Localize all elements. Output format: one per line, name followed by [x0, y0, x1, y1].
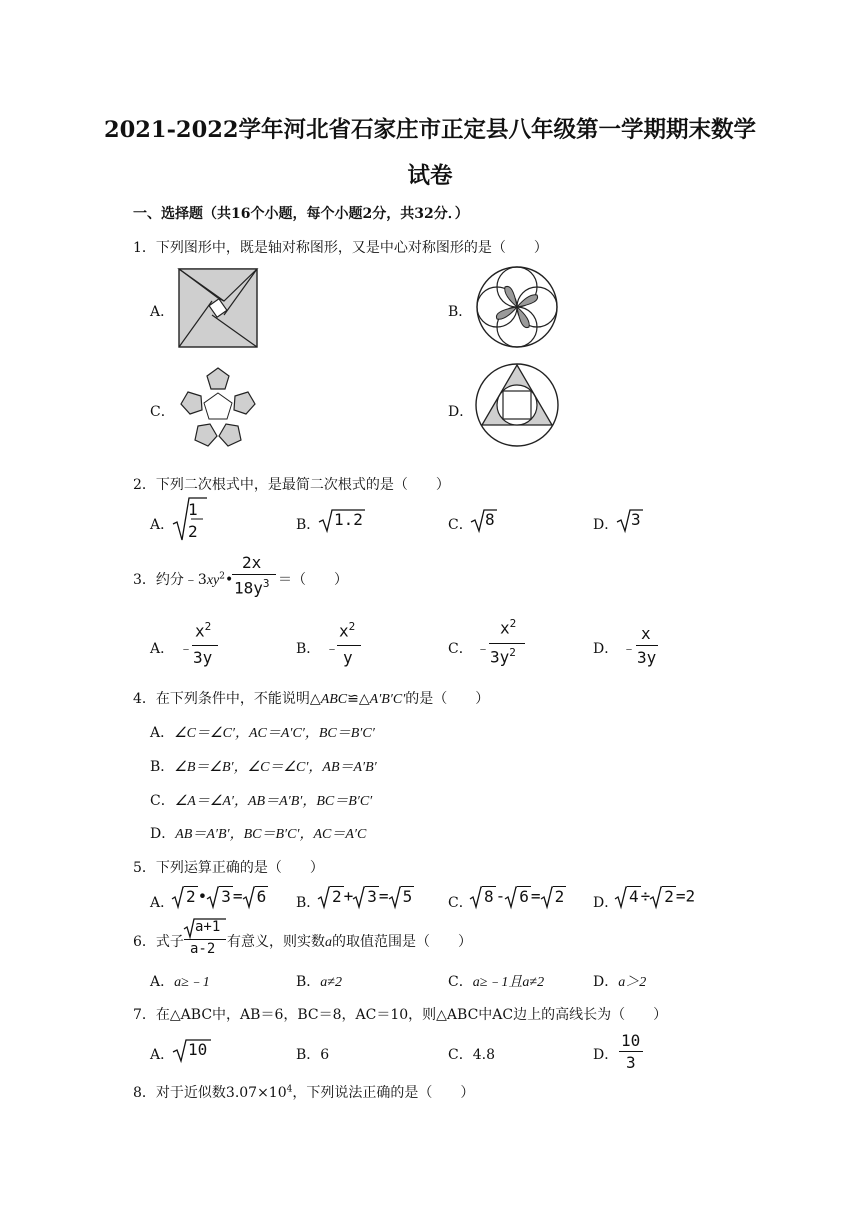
q3-option-c-numerator: $x^2$: [500, 617, 517, 638]
figure-c-pentagon-ring: [176, 366, 260, 450]
q3-option-d-minus: ﹣: [622, 641, 636, 657]
q1-option-c-label: C．: [150, 404, 175, 420]
q5-option-d-label: D．: [593, 895, 619, 911]
q5-option-b-expression: 2 + 3 = 5: [318, 886, 414, 908]
q5-option-b-label: B．: [296, 895, 321, 911]
q3-option-a-numerator: $x^2$: [195, 620, 212, 641]
q2-option-a-numerator: 1: [188, 500, 198, 519]
question-2-stem: 2．下列二次根式中，是最简二次根式的是（ ）: [133, 477, 450, 493]
q3-option-b-denominator: y: [343, 648, 353, 667]
q7-option-c: C．4.8: [448, 1047, 495, 1063]
q3-stem-dot: •: [225, 572, 234, 588]
q7-option-d-numerator: 10: [621, 1031, 641, 1050]
q7-option-a-label: A．: [150, 1047, 175, 1063]
q3-option-a-label: A．: [150, 641, 175, 657]
q1-option-b-label: B．: [448, 304, 473, 320]
q5-option-a-expression: 2 • 3 = 6: [172, 886, 268, 908]
figure-d-circle-triangle-square: [474, 362, 560, 448]
q4-option-c: C．∠A＝∠A′，AB＝A′B′，BC＝B′C′: [150, 793, 373, 809]
q3-option-b-minus: ﹣: [325, 641, 339, 657]
q7-option-a-radicand: 10: [188, 1040, 208, 1059]
question-1-stem: 1．下列图形中，既是轴对称图形，又是中心对称图形的是（ ）: [133, 240, 548, 256]
q3-option-b-numerator: $x^2$: [339, 620, 356, 641]
q5-option-c-label: C．: [448, 895, 473, 911]
q5-option-a-label: A．: [150, 895, 175, 911]
q3-stem-prefix: 3．约分﹣3: [133, 572, 207, 588]
q6-option-a: A．a≥﹣1: [150, 974, 210, 990]
question-3-stem: [133, 569, 233, 589]
q3-fraction-numerator: 2x: [242, 553, 262, 572]
question-7-stem: 7．在△ABC中，AB＝6，BC＝8，AC＝10，则△ABC中AC边上的高线长为（ ）: [133, 1007, 668, 1023]
q7-option-d-fraction-bar: [619, 1051, 643, 1052]
q6-fraction-numerator: a+1: [195, 919, 221, 935]
figure-a-pinwheel-square: [178, 268, 258, 348]
q2-option-a-denominator: 2: [188, 522, 198, 541]
q3-stem-suffix: ＝（ ）: [278, 572, 348, 588]
q4-option-a: A．∠C＝∠C′，AC＝A′C′，BC＝B′C′: [150, 725, 375, 741]
q3-option-d-label: D．: [593, 641, 619, 657]
q5-option-d-expression: 4 ÷ 2 =2: [615, 886, 695, 908]
q3-option-c-denominator: $3y^2$: [490, 646, 516, 667]
q7-option-b: B．6: [296, 1047, 330, 1063]
page-title-line2: 试卷: [407, 163, 453, 189]
q2-option-b-label: B．: [296, 517, 321, 533]
q2-option-b-radicand: 1.2: [334, 510, 363, 529]
q3-option-d-denominator: 3y: [637, 648, 657, 667]
q5-option-c-expression: 8 - 6 = 2: [470, 886, 566, 908]
q3-fraction-bar: [232, 574, 276, 575]
section-heading: 一、选择题（共16个小题，每个小题2分，共32分．）: [133, 206, 469, 222]
q7-option-d-denominator: 3: [626, 1053, 636, 1072]
q1-option-d-label: D．: [448, 404, 474, 420]
q3-stem-exponent: 2: [219, 571, 225, 582]
q3-option-d-fraction-bar: [636, 645, 658, 646]
q3-fraction-denominator: $18y^3$: [234, 577, 270, 598]
q2-option-d-radicand: 3: [631, 510, 641, 529]
question-8-stem: 8．对于近似数$3.07\times 10^4$，下列说法正确的是（ ）: [133, 1084, 475, 1101]
q4-option-b: B．∠B＝∠B′，∠C＝∠C′，AB＝A′B′: [150, 759, 377, 775]
q3-option-d-numerator: x: [641, 624, 651, 643]
q7-option-d-label: D．: [593, 1047, 619, 1063]
q6-option-d: D．a＞2: [593, 974, 647, 990]
q3-option-c-fraction-bar: [489, 643, 525, 644]
q6-option-c: C．a≥﹣1且a≠2: [448, 974, 545, 990]
q4-option-d: D．AB＝A′B′，BC＝B′C′，AC＝A′C: [150, 826, 367, 842]
q2-option-d-label: D．: [593, 517, 619, 533]
q3-option-a-denominator: 3y: [193, 648, 213, 667]
q6-option-b: B．a≠2: [296, 974, 342, 990]
page-title-line1: 2021-2022学年河北省石家庄市正定县八年级第一学期期末数学: [103, 117, 757, 143]
q6-fraction-denominator: a-2: [190, 941, 216, 957]
q2-option-c-radicand: 8: [485, 510, 495, 529]
q3-option-b-fraction-bar: [337, 645, 361, 646]
q1-option-a-label: A．: [150, 304, 175, 320]
q3-option-a-fraction-bar: [192, 645, 218, 646]
question-6-stem-prefix: 6．式子: [133, 934, 184, 950]
question-6-stem-suffix: 有意义，则实数a的取值范围是（ ）: [227, 934, 472, 950]
question-5-stem: 5．下列运算正确的是（ ）: [133, 860, 324, 876]
q6-fraction-bar: [184, 939, 226, 940]
q3-stem-variable: xy: [206, 573, 220, 588]
q3-option-c-minus: ﹣: [476, 641, 490, 657]
q3-option-a-minus: ﹣: [179, 641, 193, 657]
question-4-stem: 4．在下列条件中，不能说明△ABC≌△A′B′C′的是（ ）: [133, 691, 490, 707]
q2-option-c-label: C．: [448, 517, 473, 533]
q3-option-b-label: B．: [296, 641, 321, 657]
q3-option-c-label: C．: [448, 641, 473, 657]
figure-b-four-petal-circle: [475, 265, 559, 349]
q2-option-a-label: A．: [150, 517, 175, 533]
